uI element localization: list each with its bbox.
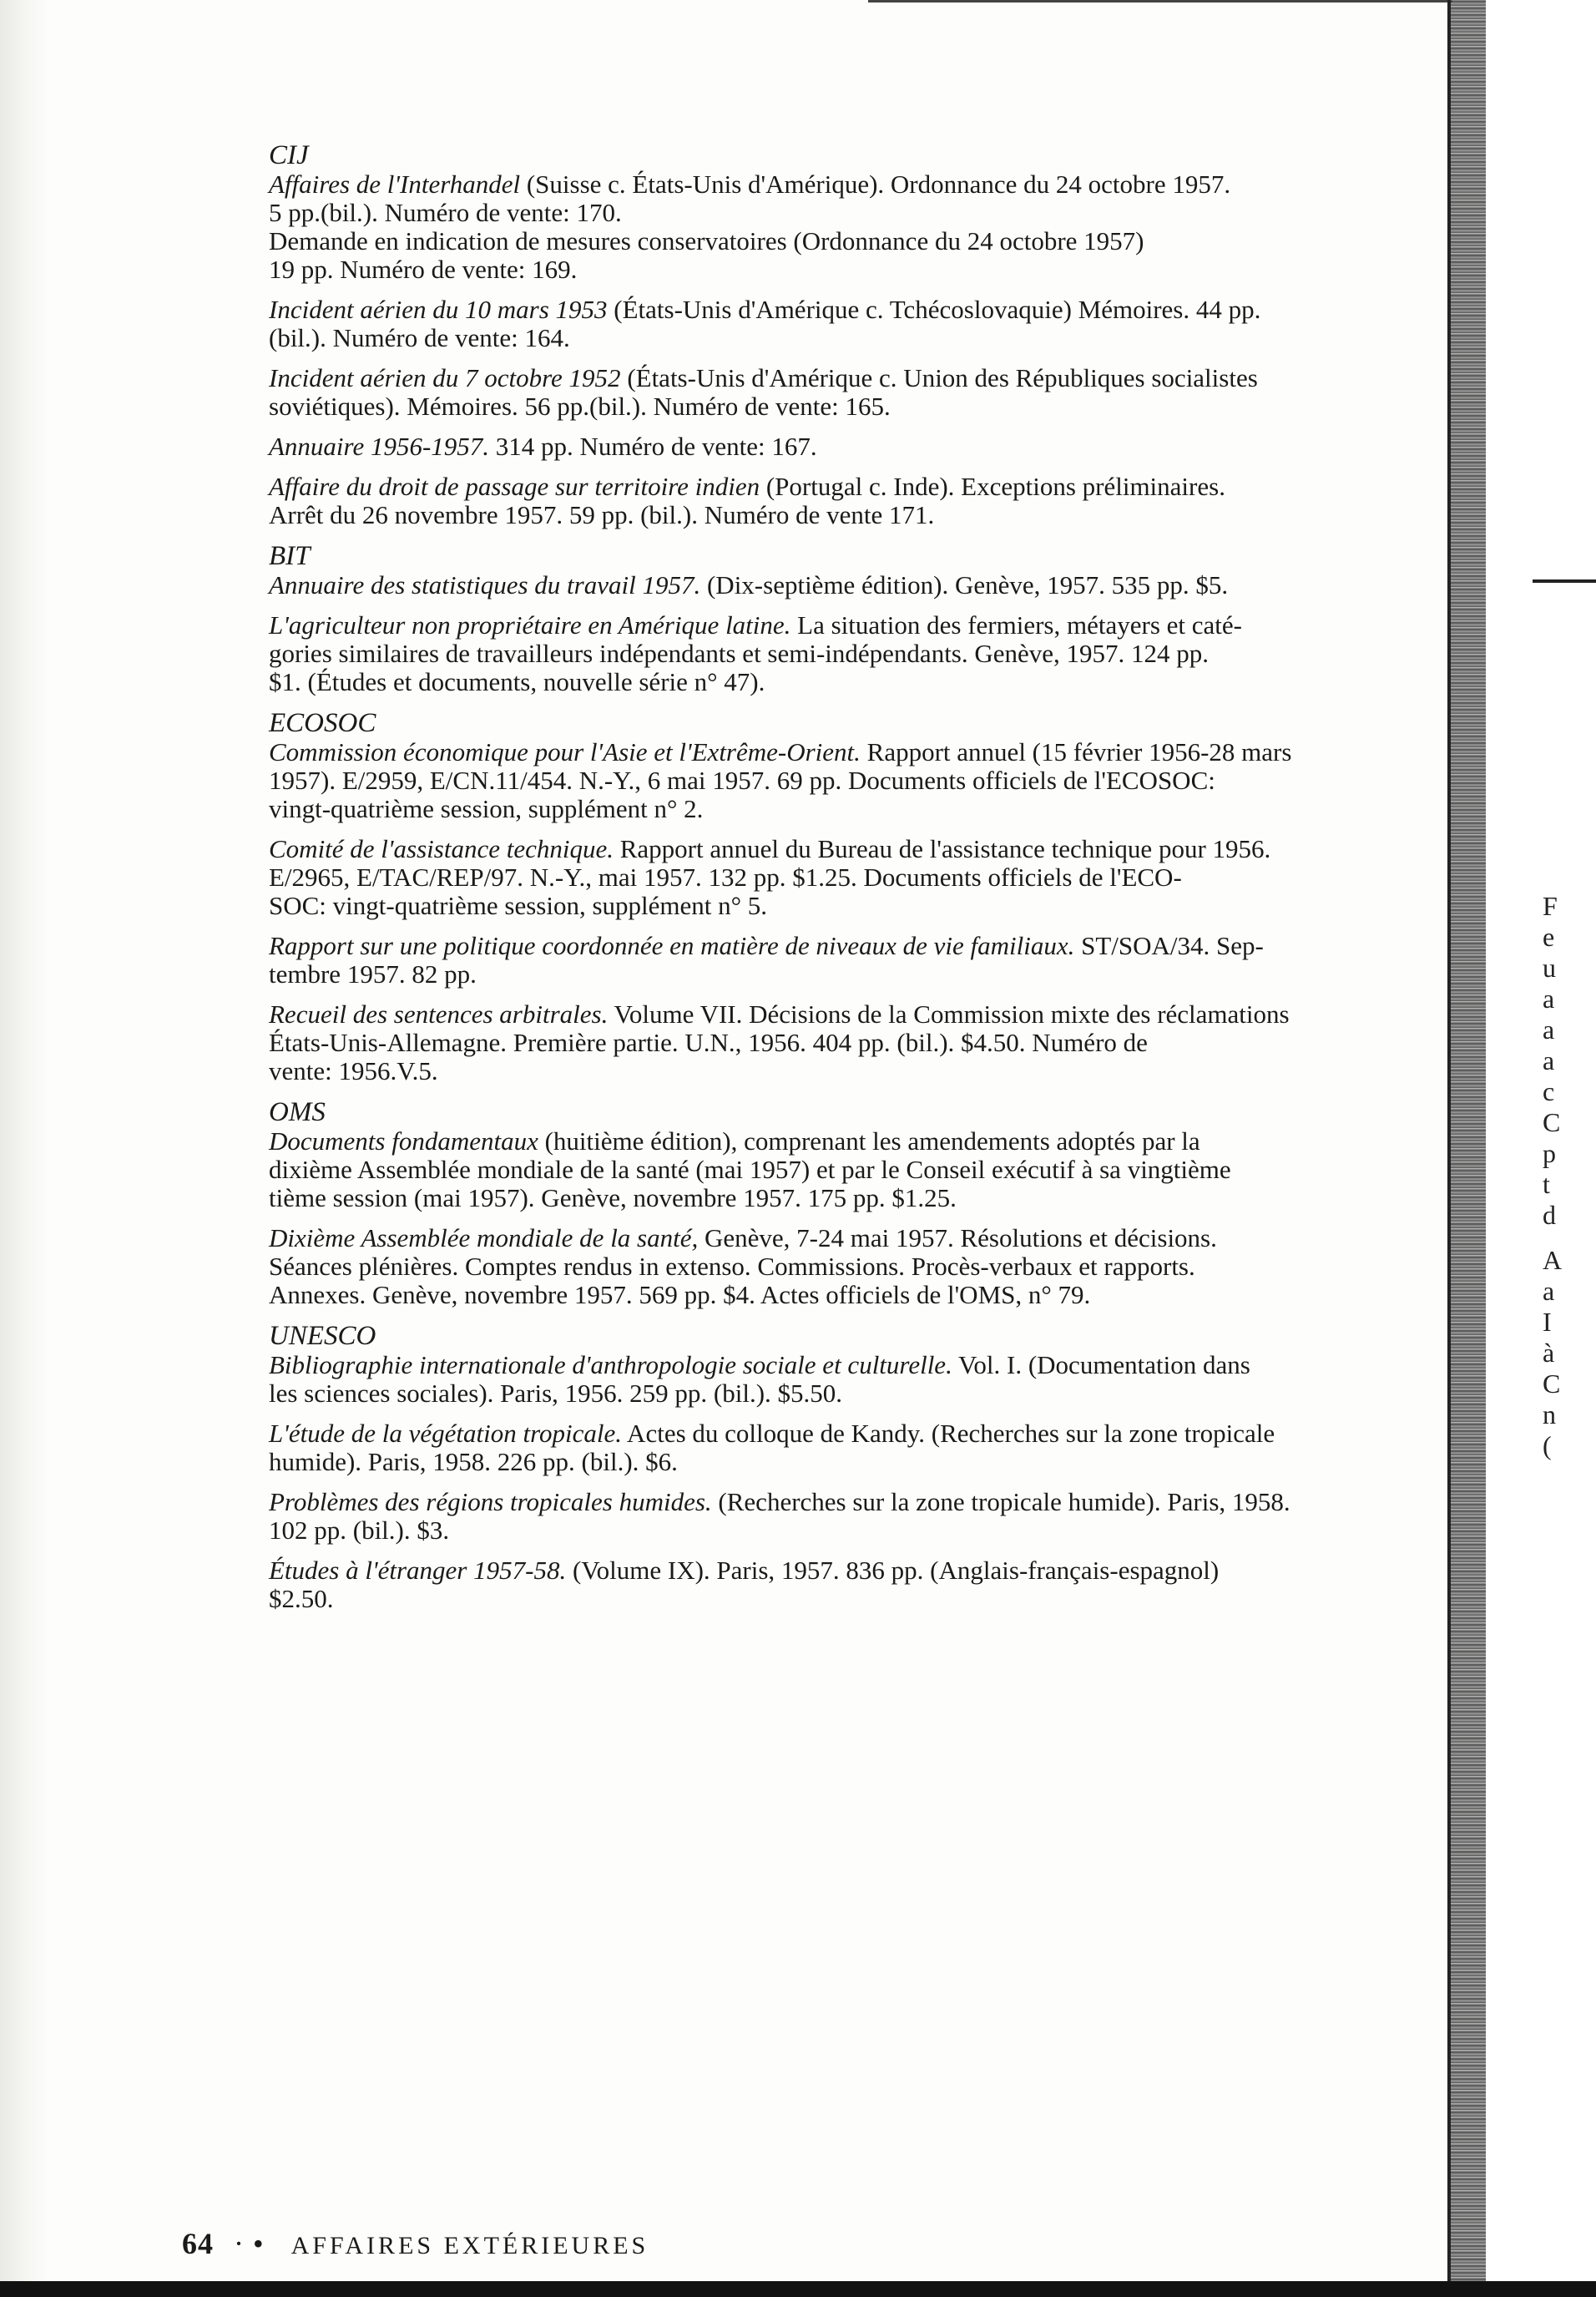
entry-text: (États-Unis d'Amérique c. Union des Républiques socialistes [620,363,1258,392]
facing-page-letter: e [1543,922,1555,952]
entry-text: 314 pp. Numéro de vente: 167. [489,432,817,461]
entry-title: L'étude de la végétation tropicale. [269,1419,623,1448]
scan-bottom-band [0,2281,1596,2297]
entry-line [269,1223,1447,1252]
entry-line [269,570,1447,600]
entry-line [269,1447,1447,1476]
entry-text: (huitième édition), comprenant les amendements adoptés par la [538,1126,1200,1156]
entry-text: Rapport annuel du Bureau de l'assistance technique pour 1956. [614,834,1271,863]
entry-line [269,999,1447,1029]
entry-title: Annuaire des statistiques du travail 1957. [269,570,701,600]
entry-text: (Portugal c. Inde). Exceptions préliminaires. [760,472,1225,501]
organization-heading: ECOSOC [269,708,376,738]
entry-line [269,1379,1447,1408]
entry-line [269,323,1447,352]
entry-line [269,1126,1447,1156]
bibliography-entry [269,364,1447,421]
bibliography-entry [269,1488,1447,1545]
facing-page-letter: u [1543,953,1556,983]
entry-text: États-Unis-Allemagne. Première partie. U.N., 1956. 404 pp. (bil.). $4.50. Numéro de [269,1028,1148,1057]
entry-text: Genève, 7-24 mai 1957. Résolutions et décisions. [698,1223,1217,1252]
facing-page-letter: a [1543,1276,1555,1306]
entry-line [269,891,1447,920]
entry-line [269,472,1447,501]
entry-title: Incident aérien du 10 mars 1953 [269,295,608,324]
entry-text: 5 pp.(bil.). Numéro de vente: 170. [269,198,622,227]
bibliography-entry [269,932,1447,989]
entry-line [269,1183,1447,1212]
entry-text: La situation des fermiers, métayers et caté- [790,610,1242,640]
entry-line [269,392,1447,421]
entry-line [269,863,1447,892]
entry-text: Actes du colloque de Kandy. (Recherches sur la zone tropicale [622,1419,1275,1448]
facing-page-letter: à [1543,1338,1555,1368]
bibliography-list [269,140,1447,1625]
facing-page-rule [1533,579,1596,583]
facing-page-letter: n [1543,1399,1556,1429]
top-edge-rule [868,0,1452,3]
entry-text: soviétiques). Mémoires. 56 pp.(bil.). Numéro de vente: 165. [269,392,891,421]
facing-page-letter: I [1543,1307,1552,1337]
entry-line [269,363,1447,392]
entry-text: 1957). E/2959, E/CN.11/454. N.-Y., 6 mai 1957. 69 pp. Documents officiels de l'ECOSOC: [269,766,1215,795]
entry-text: (Dix-septième édition). Genève, 1957. 535 pp. $5. [700,570,1229,600]
entry-text: $1. (Études et documents, nouvelle série n° 47). [269,667,765,696]
entry-text: ST/SOA/34. Sep- [1074,931,1264,960]
entry-text: (Suisse c. États-Unis d'Amérique). Ordonnance du 24 octobre 1957. [520,169,1231,199]
bibliography-entry [269,835,1447,920]
entry-line [269,931,1447,960]
entry-line [269,1028,1447,1057]
entry-line [269,1280,1447,1309]
entry-line [269,1487,1447,1516]
facing-page-letter: a [1543,1045,1555,1075]
bibliography-entry [269,473,1447,529]
book-spine [1451,0,1486,2297]
scan-left-edge [0,0,50,2297]
entry-text: Arrêt du 26 novembre 1957. 59 pp. (bil.). Numéro de vente 171. [269,500,935,529]
entry-line [269,1056,1447,1085]
entry-text: vente: 1956.V.5. [269,1056,438,1085]
entry-text: (bil.). Numéro de vente: 164. [269,323,570,352]
facing-page-letter: A [1543,1245,1563,1275]
entry-line [269,198,1447,227]
facing-page-letter: p [1543,1138,1556,1168]
entry-subline: Demande en indication de mesures conservatoires (Ordonnance du 24 octobre 1957) [269,226,1144,256]
entry-line [269,1556,1447,1585]
entry-line [269,667,1447,696]
entry-subline: 19 pp. Numéro de vente: 169. [269,255,578,284]
bibliography-entry [269,1556,1447,1613]
entry-text: les sciences sociales). Paris, 1956. 259 pp. (bil.). $5.50. [269,1379,843,1408]
entry-text: gories similaires de travailleurs indépendants et semi-indépendants. Genève, 1957. 124 pp. [269,639,1210,668]
facing-page-letter: a [1543,984,1555,1014]
entry-text: (Recherches sur la zone tropicale humide). Paris, 1958. [711,1487,1290,1516]
organization-heading: CIJ [269,140,309,170]
bibliography-entry [269,433,1447,461]
bibliography-entry [269,1419,1447,1476]
entry-text: dixième Assemblée mondiale de la santé (mai 1957) et par le Conseil exécutif à sa vingtième [269,1155,1231,1184]
entry-title: Affaire du droit de passage sur territoire indien [269,472,760,501]
entry-text: tembre 1957. 82 pp. [269,959,477,989]
entry-text: Annexes. Genève, novembre 1957. 569 pp. $4. Actes officiels de l'OMS, n° 79. [269,1280,1091,1309]
entry-line [269,959,1447,989]
entry-title: Commission économique pour l'Asie et l'Extrême-Orient. [269,737,861,767]
page-number: 64 [182,2227,214,2260]
entry-title: Bibliographie internationale d'anthropologie sociale et culturelle. [269,1350,952,1379]
facing-page-letter: d [1543,1200,1556,1230]
page-footer [182,2226,649,2261]
bibliography-entry [269,571,1447,600]
facing-page-letter: a [1543,1014,1555,1045]
entry-line [269,766,1447,795]
entry-title: Dixième Assemblée mondiale de la santé, [269,1223,699,1252]
running-head: AFFAIRES EXTÉRIEURES [290,2232,649,2259]
entry-title: Rapport sur une politique coordonnée en matière de niveaux de vie familiaux. [269,931,1075,960]
bibliography-entry [269,296,1447,352]
entry-text: E/2965, E/TAC/REP/97. N.-Y., mai 1957. 132 pp. $1.25. Documents officiels de l'ECO- [269,863,1182,892]
entry-line [269,1515,1447,1545]
bibliography-entry [269,1127,1447,1212]
entry-text: $2.50. [269,1584,334,1613]
entry-text: Volume VII. Décisions de la Commission mixte des réclamations [608,999,1290,1029]
entry-text: tième session (mai 1957). Genève, novembre 1957. 175 pp. $1.25. [269,1183,957,1212]
entry-title: Recueil des sentences arbitrales. [269,999,609,1029]
organization-heading: BIT [269,541,311,571]
facing-page-letter: c [1543,1076,1555,1106]
entry-title: Comité de l'assistance technique. [269,834,614,863]
entry-line [269,610,1447,640]
entry-line [269,500,1447,529]
organization-heading: UNESCO [269,1321,376,1351]
entry-line [269,794,1447,823]
entry-text: (États-Unis d'Amérique c. Tchécoslovaquie) Mémoires. 44 pp. [607,295,1261,324]
footer-separator: · • [234,2227,265,2260]
entry-line [269,1252,1447,1281]
entry-line [269,1350,1447,1379]
entry-title: Affaires de l'Interhandel [269,169,521,199]
entry-text: SOC: vingt-quatrième session, supplément n° 5. [269,891,768,920]
facing-page-letter: ( [1543,1430,1552,1460]
entry-line [269,169,1447,199]
organization-heading: OMS [269,1097,326,1127]
bibliography-entry [269,170,1447,284]
entry-title: Problèmes des régions tropicales humides. [269,1487,712,1516]
bibliography-entry [269,1000,1447,1085]
bibliography-entry [269,611,1447,696]
entry-line [269,1584,1447,1613]
entry-title: Études à l'étranger 1957-58. [269,1556,567,1585]
bibliography-entry [269,738,1447,823]
entry-text: Rapport annuel (15 février 1956-28 mars [860,737,1292,767]
entry-line [269,1155,1447,1184]
entry-title: Annuaire 1956-1957. [269,432,490,461]
facing-page [1486,0,1596,2297]
entry-text: Séances plénières. Comptes rendus in extenso. Commissions. Procès-verbaux et rapports. [269,1252,1195,1281]
entry-line [269,432,1447,461]
bibliography-entry [269,1351,1447,1408]
entry-line [269,834,1447,863]
entry-text: Vol. I. (Documentation dans [952,1350,1250,1379]
entry-title: L'agriculteur non propriétaire en Amérique latine. [269,610,791,640]
entry-text: vingt-quatrième session, supplément n° 2. [269,794,704,823]
entry-line [269,295,1447,324]
bibliography-entry [269,1224,1447,1309]
entry-line [269,737,1447,767]
entry-text: humide). Paris, 1958. 226 pp. (bil.). $6. [269,1447,678,1476]
facing-page-letter: C [1543,1369,1561,1399]
facing-page-letter: F [1543,891,1558,921]
entry-text: 102 pp. (bil.). $3. [269,1515,450,1545]
entry-line [269,639,1447,668]
entry-text: (Volume IX). Paris, 1957. 836 pp. (Anglais-français-espagnol) [566,1556,1220,1585]
facing-page-letter: t [1543,1169,1550,1199]
entry-title: Documents fondamentaux [269,1126,538,1156]
entry-title: Incident aérien du 7 octobre 1952 [269,363,621,392]
facing-page-letter: C [1543,1107,1561,1137]
entry-line [269,1419,1447,1448]
